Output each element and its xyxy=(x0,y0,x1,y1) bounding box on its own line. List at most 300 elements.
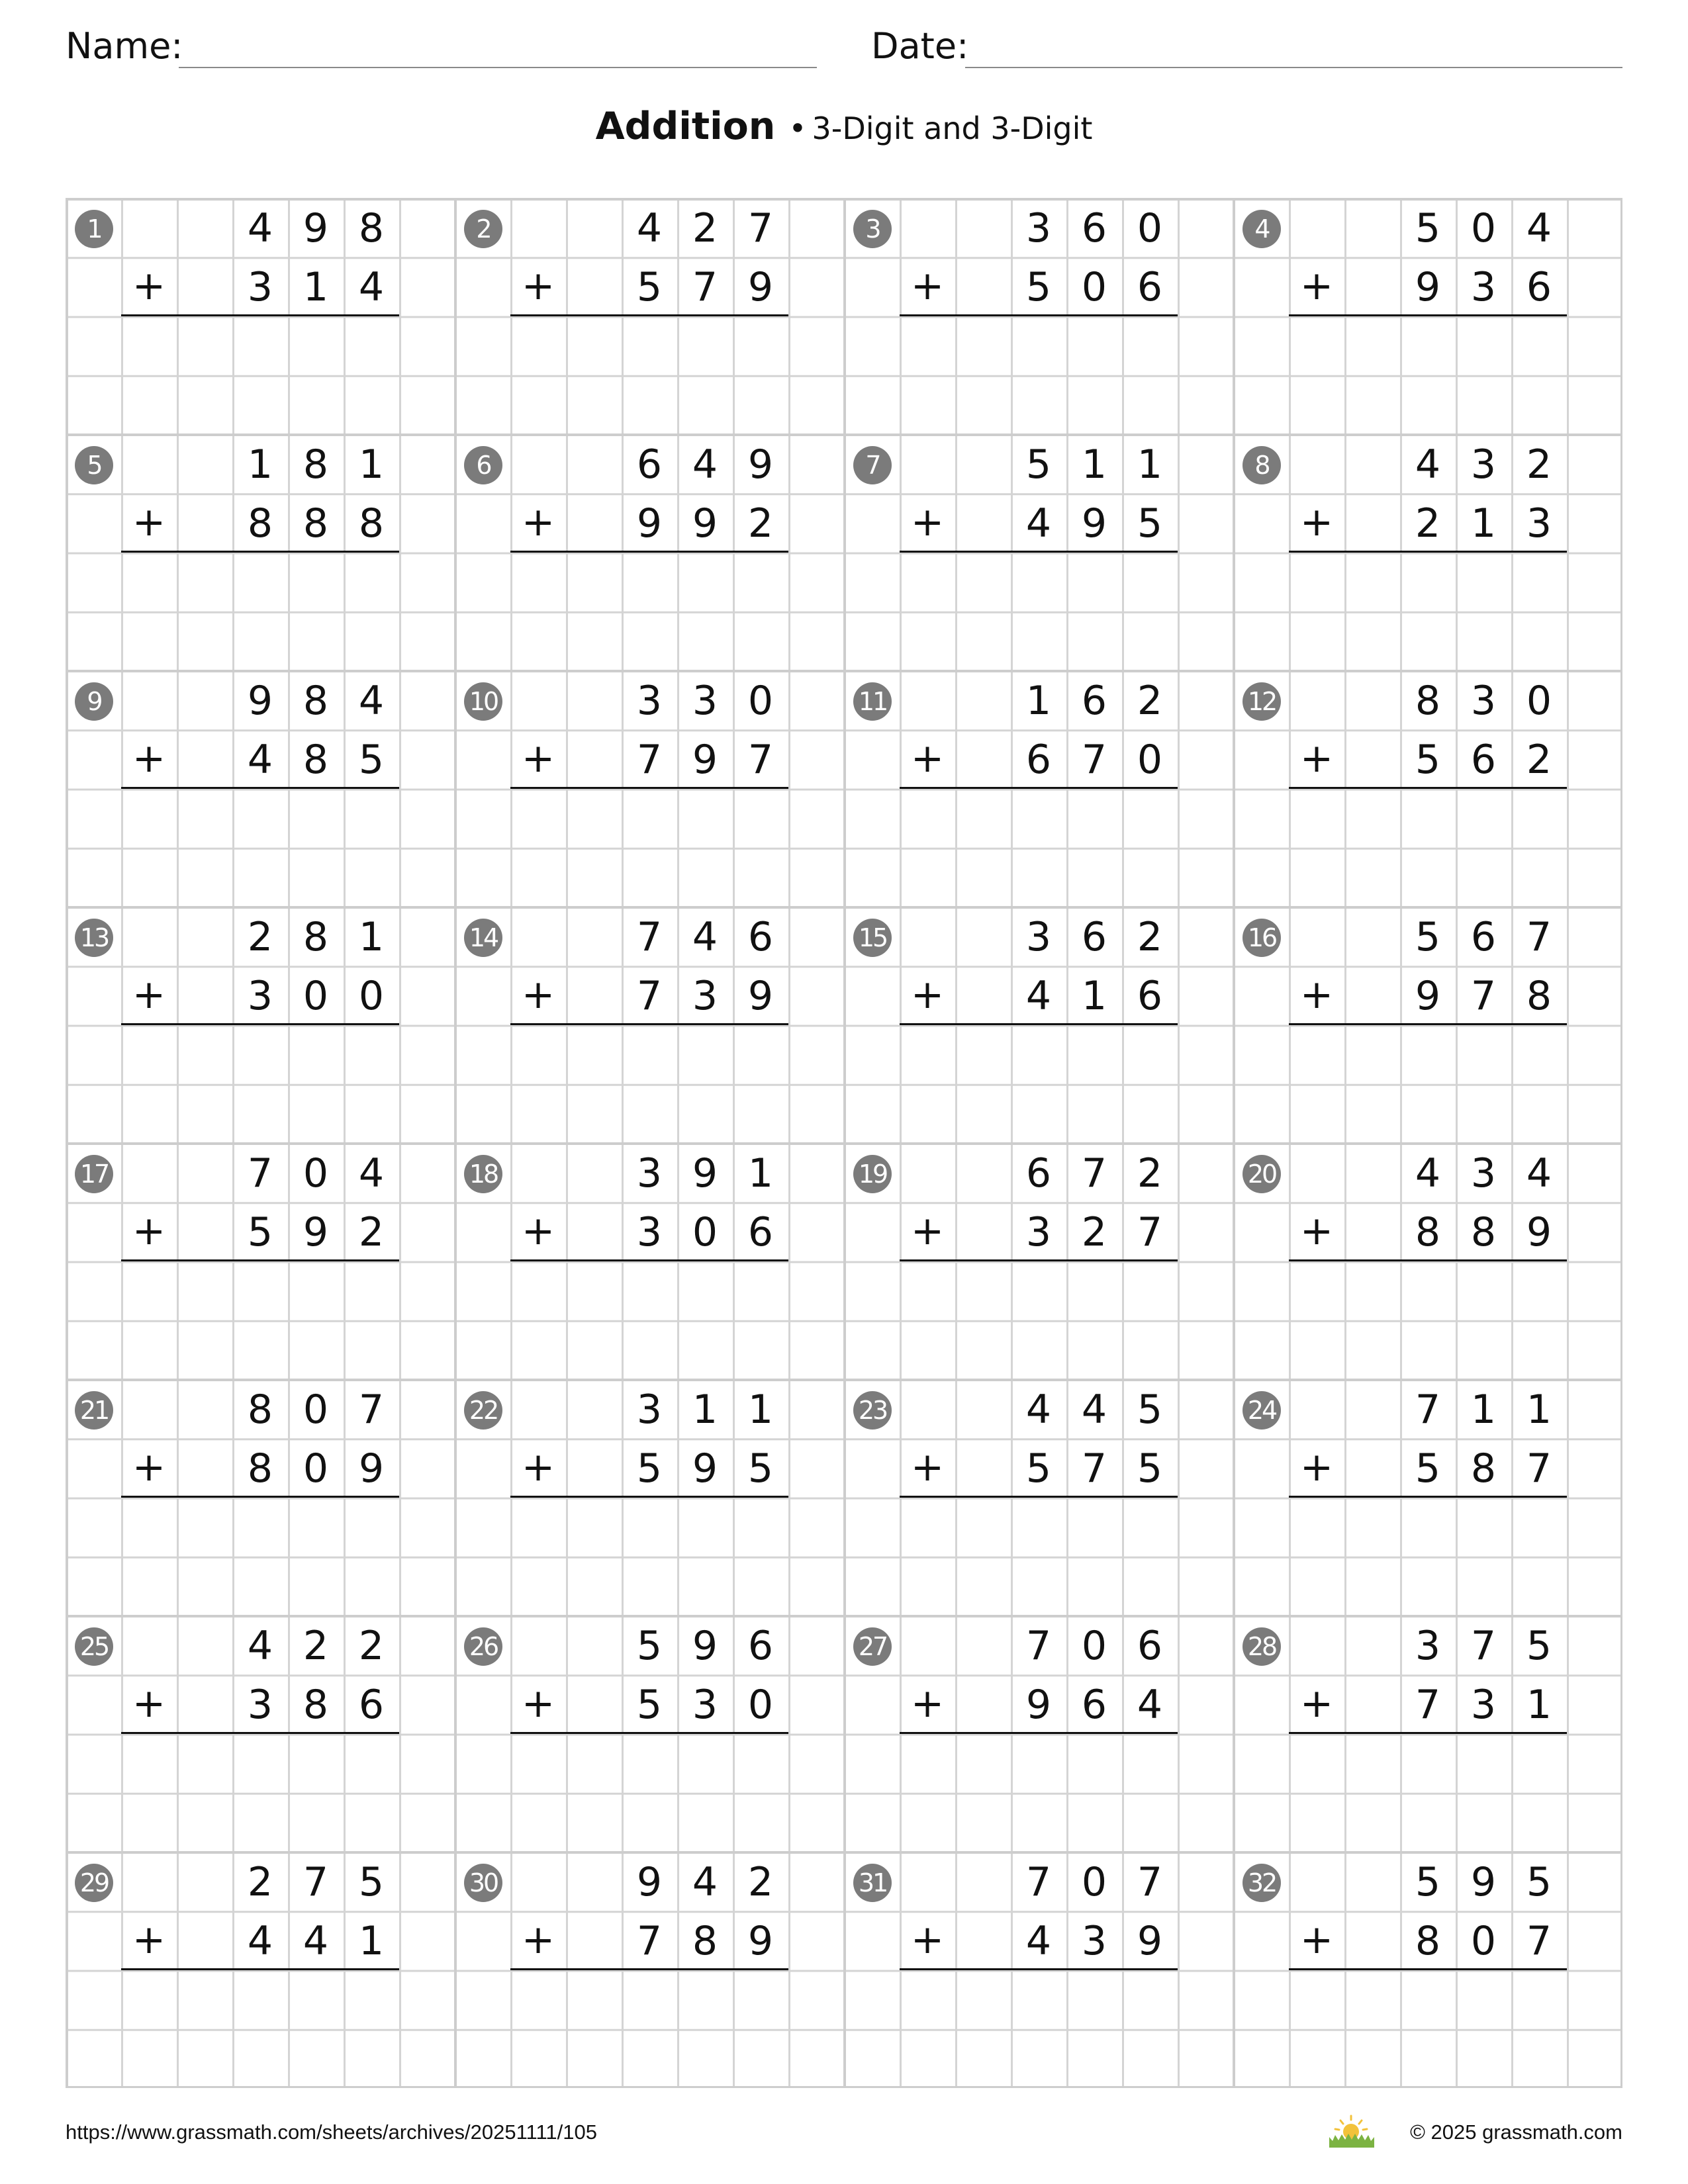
addend-top-digit: 4 xyxy=(1081,1387,1107,1433)
addend-top-digit: 2 xyxy=(1137,678,1163,724)
problem-number-badge: 5 xyxy=(75,446,113,484)
addend-top-digit: 5 xyxy=(1025,441,1052,488)
problem-number-badge: 13 xyxy=(75,919,113,957)
problem xyxy=(1233,670,1622,907)
answer-line xyxy=(121,1732,399,1734)
addend-top-digit: 9 xyxy=(1470,1859,1497,1905)
addend-bottom-digit: 0 xyxy=(303,973,329,1019)
problem xyxy=(66,1852,455,2088)
problem xyxy=(1233,198,1622,434)
problem xyxy=(844,1379,1233,1615)
addend-bottom-digit: 8 xyxy=(247,500,273,547)
problem-number-badge: 12 xyxy=(1243,682,1281,721)
addend-bottom-digit: 5 xyxy=(1137,500,1163,547)
addend-top-digit: 6 xyxy=(1137,1623,1163,1669)
addend-top-digit: 8 xyxy=(303,914,329,960)
addend-top-digit: 3 xyxy=(1025,914,1052,960)
addend-top-digit: 6 xyxy=(1025,1150,1052,1197)
addend-top-digit: 1 xyxy=(1025,678,1052,724)
plus-sign: + xyxy=(132,1208,166,1254)
addend-bottom-digit: 2 xyxy=(358,1209,385,1255)
name-label: Name: xyxy=(66,25,183,67)
problem-number-badge: 18 xyxy=(464,1155,502,1193)
addend-top-digit: 4 xyxy=(1526,205,1552,251)
problem xyxy=(455,434,844,670)
plus-sign: + xyxy=(1299,1917,1334,1963)
addend-top-digit: 0 xyxy=(1470,205,1497,251)
addend-bottom-digit: 9 xyxy=(1081,500,1107,547)
problem-number-badge: 31 xyxy=(853,1864,892,1902)
answer-line xyxy=(900,1259,1178,1261)
plus-sign: + xyxy=(910,1444,945,1490)
addend-top-digit: 7 xyxy=(303,1859,329,1905)
addend-top-digit: 3 xyxy=(636,1387,663,1433)
addend-top-digit: 8 xyxy=(1415,678,1441,724)
addend-bottom-digit: 7 xyxy=(636,1918,663,1964)
addend-top-digit: 7 xyxy=(1025,1859,1052,1905)
addend-bottom-digit: 8 xyxy=(358,500,385,547)
addend-bottom-digit: 9 xyxy=(1025,1682,1052,1728)
answer-line xyxy=(900,1732,1178,1734)
problem xyxy=(455,907,844,1143)
problem xyxy=(844,907,1233,1143)
addend-bottom-digit: 7 xyxy=(1526,1445,1552,1492)
addend-bottom-digit: 3 xyxy=(1526,500,1552,547)
addend-top-digit: 5 xyxy=(1137,1387,1163,1433)
problem-number-badge: 16 xyxy=(1243,919,1281,957)
addend-top-digit: 7 xyxy=(636,914,663,960)
answer-line xyxy=(900,314,1178,316)
addend-top-digit: 5 xyxy=(1415,205,1441,251)
plus-sign: + xyxy=(910,499,945,545)
plus-sign: + xyxy=(910,263,945,309)
grass-sun-logo-icon xyxy=(1327,2113,1376,2148)
addend-bottom-digit: 7 xyxy=(1470,973,1497,1019)
addend-bottom-digit: 2 xyxy=(1526,737,1552,783)
problem-number-badge: 26 xyxy=(464,1627,502,1666)
addend-bottom-digit: 9 xyxy=(358,1445,385,1492)
problem-number-badge: 15 xyxy=(853,919,892,957)
addend-top-digit: 6 xyxy=(747,1623,774,1669)
addend-top-digit: 0 xyxy=(1081,1859,1107,1905)
addend-bottom-digit: 0 xyxy=(303,1445,329,1492)
problem-number-badge: 11 xyxy=(853,682,892,721)
addend-top-digit: 2 xyxy=(247,1859,273,1905)
problem xyxy=(844,1615,1233,1852)
addend-bottom-digit: 3 xyxy=(1470,1682,1497,1728)
addend-bottom-digit: 9 xyxy=(692,737,718,783)
answer-line xyxy=(510,1496,788,1498)
title-subtitle: 3-Digit and 3-Digit xyxy=(812,111,1093,146)
addend-bottom-digit: 7 xyxy=(1081,737,1107,783)
addend-bottom-digit: 5 xyxy=(1415,1445,1441,1492)
addend-top-digit: 4 xyxy=(692,1859,718,1905)
addend-bottom-digit: 3 xyxy=(1081,1918,1107,1964)
addend-bottom-digit: 8 xyxy=(1470,1445,1497,1492)
addend-top-digit: 6 xyxy=(1470,914,1497,960)
answer-line xyxy=(510,787,788,789)
addend-bottom-digit: 6 xyxy=(1137,973,1163,1019)
addend-top-digit: 0 xyxy=(303,1387,329,1433)
addend-bottom-digit: 4 xyxy=(247,737,273,783)
addend-bottom-digit: 6 xyxy=(1526,264,1552,310)
problem xyxy=(1233,434,1622,670)
plus-sign: + xyxy=(1299,263,1334,309)
addend-top-digit: 9 xyxy=(636,1859,663,1905)
addend-bottom-digit: 5 xyxy=(747,1445,774,1492)
plus-sign: + xyxy=(132,499,166,545)
plus-sign: + xyxy=(1299,499,1334,545)
addend-top-digit: 1 xyxy=(692,1387,718,1433)
answer-line xyxy=(1289,1259,1567,1261)
plus-sign: + xyxy=(521,972,555,1018)
addend-top-digit: 7 xyxy=(247,1150,273,1197)
problem-number-badge: 3 xyxy=(853,210,892,248)
plus-sign: + xyxy=(521,499,555,545)
addend-top-digit: 2 xyxy=(1526,441,1552,488)
problem xyxy=(66,434,455,670)
plus-sign: + xyxy=(910,1680,945,1727)
addend-top-digit: 6 xyxy=(1081,914,1107,960)
addend-top-digit: 9 xyxy=(247,678,273,724)
plus-sign: + xyxy=(910,1917,945,1963)
addend-bottom-digit: 9 xyxy=(747,264,774,310)
plus-sign: + xyxy=(132,735,166,782)
addend-bottom-digit: 8 xyxy=(303,1682,329,1728)
addend-top-digit: 6 xyxy=(636,441,663,488)
addend-top-digit: 2 xyxy=(303,1623,329,1669)
addend-bottom-digit: 3 xyxy=(247,264,273,310)
addend-top-digit: 6 xyxy=(747,914,774,960)
answer-line xyxy=(1289,1968,1567,1970)
problem-number-badge: 25 xyxy=(75,1627,113,1666)
addend-bottom-digit: 5 xyxy=(1137,1445,1163,1492)
problem-number-badge: 14 xyxy=(464,919,502,957)
problem-number-badge: 20 xyxy=(1243,1155,1281,1193)
addend-top-digit: 9 xyxy=(303,205,329,251)
addend-bottom-digit: 2 xyxy=(1415,500,1441,547)
problem-number-badge: 9 xyxy=(75,682,113,721)
title-main: Addition xyxy=(595,105,776,148)
plus-sign: + xyxy=(1299,1444,1334,1490)
addend-bottom-digit: 5 xyxy=(636,1445,663,1492)
problem-number-badge: 21 xyxy=(75,1391,113,1430)
addend-bottom-digit: 8 xyxy=(1415,1918,1441,1964)
addend-top-digit: 4 xyxy=(1526,1150,1552,1197)
addend-bottom-digit: 1 xyxy=(1470,500,1497,547)
addend-bottom-digit: 6 xyxy=(1137,264,1163,310)
addend-top-digit: 1 xyxy=(358,441,385,488)
addend-bottom-digit: 2 xyxy=(1081,1209,1107,1255)
addend-top-digit: 2 xyxy=(1137,1150,1163,1197)
addend-bottom-digit: 3 xyxy=(1470,264,1497,310)
answer-line xyxy=(121,787,399,789)
addend-top-digit: 7 xyxy=(1526,914,1552,960)
answer-line xyxy=(900,1496,1178,1498)
problem-number-badge: 29 xyxy=(75,1864,113,1902)
answer-line xyxy=(121,314,399,316)
addend-top-digit: 0 xyxy=(1137,205,1163,251)
addend-top-digit: 7 xyxy=(1137,1859,1163,1905)
date-label: Date: xyxy=(871,25,969,67)
addend-bottom-digit: 1 xyxy=(358,1918,385,1964)
problem-number-badge: 7 xyxy=(853,446,892,484)
addend-bottom-digit: 7 xyxy=(1415,1682,1441,1728)
problem-number-badge: 27 xyxy=(853,1627,892,1666)
problem xyxy=(66,670,455,907)
addend-top-digit: 5 xyxy=(1415,1859,1441,1905)
problem xyxy=(455,670,844,907)
addend-top-digit: 1 xyxy=(747,1150,774,1197)
addend-bottom-digit: 9 xyxy=(636,500,663,547)
addend-top-digit: 9 xyxy=(747,441,774,488)
plus-sign: + xyxy=(1299,972,1334,1018)
footer-url: https://www.grassmath.com/sheets/archives/20251111/105 xyxy=(66,2120,597,2144)
addend-bottom-digit: 7 xyxy=(747,737,774,783)
addend-bottom-digit: 9 xyxy=(1415,973,1441,1019)
problem-number-badge: 17 xyxy=(75,1155,113,1193)
plus-sign: + xyxy=(132,263,166,309)
addend-top-digit: 6 xyxy=(1081,205,1107,251)
addend-bottom-digit: 5 xyxy=(1025,264,1052,310)
plus-sign: + xyxy=(521,735,555,782)
addend-top-digit: 7 xyxy=(1415,1387,1441,1433)
addend-top-digit: 8 xyxy=(247,1387,273,1433)
addend-bottom-digit: 8 xyxy=(303,737,329,783)
addend-top-digit: 4 xyxy=(1415,441,1441,488)
addend-top-digit: 5 xyxy=(1415,914,1441,960)
addend-bottom-digit: 6 xyxy=(1081,1682,1107,1728)
problem-number-badge: 1 xyxy=(75,210,113,248)
addend-bottom-digit: 0 xyxy=(692,1209,718,1255)
problem xyxy=(844,1143,1233,1379)
problem-number-badge: 30 xyxy=(464,1864,502,1902)
problem xyxy=(66,1379,455,1615)
plus-sign: + xyxy=(521,263,555,309)
addend-bottom-digit: 3 xyxy=(692,973,718,1019)
problem xyxy=(455,1143,844,1379)
addend-bottom-digit: 5 xyxy=(247,1209,273,1255)
problem xyxy=(1233,907,1622,1143)
addend-top-digit: 7 xyxy=(1470,1623,1497,1669)
addend-top-digit: 5 xyxy=(1526,1623,1552,1669)
addend-top-digit: 3 xyxy=(692,678,718,724)
plus-sign: + xyxy=(132,1444,166,1490)
addend-top-digit: 3 xyxy=(636,1150,663,1197)
answer-line xyxy=(121,1259,399,1261)
addend-top-digit: 3 xyxy=(636,678,663,724)
addend-bottom-digit: 7 xyxy=(636,737,663,783)
plus-sign: + xyxy=(521,1680,555,1727)
addend-top-digit: 0 xyxy=(1526,678,1552,724)
answer-line xyxy=(1289,551,1567,553)
addend-top-digit: 7 xyxy=(1081,1150,1107,1197)
addend-top-digit: 8 xyxy=(303,441,329,488)
plus-sign: + xyxy=(132,1917,166,1963)
addend-bottom-digit: 1 xyxy=(303,264,329,310)
addend-top-digit: 7 xyxy=(747,205,774,251)
answer-line xyxy=(510,1259,788,1261)
addend-bottom-digit: 3 xyxy=(692,1682,718,1728)
addend-bottom-digit: 6 xyxy=(1470,737,1497,783)
addend-top-digit: 3 xyxy=(1470,678,1497,724)
plus-sign: + xyxy=(1299,1208,1334,1254)
addend-top-digit: 0 xyxy=(303,1150,329,1197)
addend-bottom-digit: 3 xyxy=(247,973,273,1019)
addend-bottom-digit: 5 xyxy=(1025,1445,1052,1492)
addend-bottom-digit: 0 xyxy=(747,1682,774,1728)
worksheet-title xyxy=(0,105,1688,148)
addend-top-digit: 7 xyxy=(1025,1623,1052,1669)
addend-top-digit: 3 xyxy=(1470,1150,1497,1197)
addend-top-digit: 9 xyxy=(692,1623,718,1669)
addend-top-digit: 8 xyxy=(303,678,329,724)
problem xyxy=(1233,1379,1622,1615)
addend-bottom-digit: 8 xyxy=(1526,973,1552,1019)
problem-number-badge: 8 xyxy=(1243,446,1281,484)
addend-top-digit: 2 xyxy=(358,1623,385,1669)
addend-bottom-digit: 3 xyxy=(247,1682,273,1728)
plus-sign: + xyxy=(521,1444,555,1490)
name-field-line[interactable] xyxy=(179,67,817,68)
addend-bottom-digit: 5 xyxy=(1415,737,1441,783)
plus-sign: + xyxy=(1299,1680,1334,1727)
problem-number-badge: 32 xyxy=(1243,1864,1281,1902)
addend-top-digit: 5 xyxy=(358,1859,385,1905)
addend-top-digit: 3 xyxy=(1025,205,1052,251)
addend-bottom-digit: 7 xyxy=(1081,1445,1107,1492)
answer-line xyxy=(121,1023,399,1025)
answer-line xyxy=(1289,1023,1567,1025)
addend-top-digit: 4 xyxy=(1025,1387,1052,1433)
addend-top-digit: 0 xyxy=(747,678,774,724)
addend-bottom-digit: 4 xyxy=(247,1918,273,1964)
problem xyxy=(1233,1615,1622,1852)
addend-bottom-digit: 1 xyxy=(1081,973,1107,1019)
problem-number-badge: 28 xyxy=(1243,1627,1281,1666)
answer-line xyxy=(1289,314,1567,316)
addend-top-digit: 4 xyxy=(358,678,385,724)
problem xyxy=(844,434,1233,670)
problem-number-badge: 4 xyxy=(1243,210,1281,248)
problem xyxy=(844,1852,1233,2088)
addend-bottom-digit: 8 xyxy=(247,1445,273,1492)
addend-top-digit: 4 xyxy=(247,205,273,251)
addend-bottom-digit: 9 xyxy=(1137,1918,1163,1964)
addend-bottom-digit: 7 xyxy=(1137,1209,1163,1255)
answer-line xyxy=(900,551,1178,553)
addend-top-digit: 9 xyxy=(692,1150,718,1197)
addend-top-digit: 4 xyxy=(636,205,663,251)
problem xyxy=(66,1615,455,1852)
addend-bottom-digit: 9 xyxy=(1526,1209,1552,1255)
problem xyxy=(66,907,455,1143)
answer-line xyxy=(510,314,788,316)
problem-number-badge: 10 xyxy=(464,682,502,721)
addend-top-digit: 1 xyxy=(1137,441,1163,488)
addend-bottom-digit: 5 xyxy=(636,264,663,310)
addend-bottom-digit: 4 xyxy=(1025,1918,1052,1964)
addend-bottom-digit: 5 xyxy=(358,737,385,783)
addend-bottom-digit: 3 xyxy=(1025,1209,1052,1255)
addend-top-digit: 2 xyxy=(1137,914,1163,960)
addend-bottom-digit: 1 xyxy=(1526,1682,1552,1728)
problem xyxy=(66,198,455,434)
addend-bottom-digit: 0 xyxy=(1470,1918,1497,1964)
problem xyxy=(455,1379,844,1615)
problem xyxy=(844,670,1233,907)
addend-bottom-digit: 4 xyxy=(1025,500,1052,547)
problem-number-badge: 2 xyxy=(464,210,502,248)
plus-sign: + xyxy=(910,972,945,1018)
addend-bottom-digit: 0 xyxy=(1137,737,1163,783)
problem xyxy=(1233,1852,1622,2088)
addend-top-digit: 1 xyxy=(747,1387,774,1433)
addend-bottom-digit: 9 xyxy=(1415,264,1441,310)
addend-top-digit: 7 xyxy=(358,1387,385,1433)
addend-bottom-digit: 8 xyxy=(1415,1209,1441,1255)
plus-sign: + xyxy=(132,1680,166,1727)
plus-sign: + xyxy=(521,1208,555,1254)
addend-top-digit: 3 xyxy=(1415,1623,1441,1669)
plus-sign: + xyxy=(910,735,945,782)
addend-bottom-digit: 4 xyxy=(1137,1682,1163,1728)
addend-top-digit: 1 xyxy=(1081,441,1107,488)
addend-top-digit: 4 xyxy=(358,1150,385,1197)
answer-line xyxy=(510,1732,788,1734)
addend-bottom-digit: 4 xyxy=(303,1918,329,1964)
answer-line xyxy=(121,1968,399,1970)
problem-number-badge: 19 xyxy=(853,1155,892,1193)
answer-line xyxy=(1289,787,1567,789)
addend-bottom-digit: 8 xyxy=(692,1918,718,1964)
addend-bottom-digit: 8 xyxy=(1470,1209,1497,1255)
addend-top-digit: 1 xyxy=(247,441,273,488)
addend-top-digit: 4 xyxy=(247,1623,273,1669)
footer-copyright: © 2025 grassmath.com xyxy=(1410,2120,1622,2144)
addend-bottom-digit: 0 xyxy=(1081,264,1107,310)
addend-top-digit: 6 xyxy=(1081,678,1107,724)
problem-number-badge: 6 xyxy=(464,446,502,484)
answer-line xyxy=(121,551,399,553)
answer-line xyxy=(510,551,788,553)
addend-bottom-digit: 7 xyxy=(692,264,718,310)
problem xyxy=(455,1852,844,2088)
addend-bottom-digit: 4 xyxy=(358,264,385,310)
problem xyxy=(66,1143,455,1379)
problem xyxy=(455,198,844,434)
addend-top-digit: 4 xyxy=(692,441,718,488)
plus-sign: + xyxy=(1299,735,1334,782)
problem-number-badge: 23 xyxy=(853,1391,892,1430)
addend-bottom-digit: 9 xyxy=(747,973,774,1019)
addend-bottom-digit: 6 xyxy=(1025,737,1052,783)
answer-line xyxy=(1289,1496,1567,1498)
addend-top-digit: 2 xyxy=(747,1859,774,1905)
addend-bottom-digit: 3 xyxy=(636,1209,663,1255)
addend-top-digit: 8 xyxy=(358,205,385,251)
addend-top-digit: 3 xyxy=(1470,441,1497,488)
addend-bottom-digit: 6 xyxy=(358,1682,385,1728)
addend-top-digit: 4 xyxy=(1415,1150,1441,1197)
addend-bottom-digit: 9 xyxy=(303,1209,329,1255)
addend-top-digit: 1 xyxy=(1526,1387,1552,1433)
addend-top-digit: 5 xyxy=(1526,1859,1552,1905)
date-field-line[interactable] xyxy=(965,67,1622,68)
answer-line xyxy=(1289,1732,1567,1734)
addend-top-digit: 1 xyxy=(1470,1387,1497,1433)
answer-line xyxy=(121,1496,399,1498)
